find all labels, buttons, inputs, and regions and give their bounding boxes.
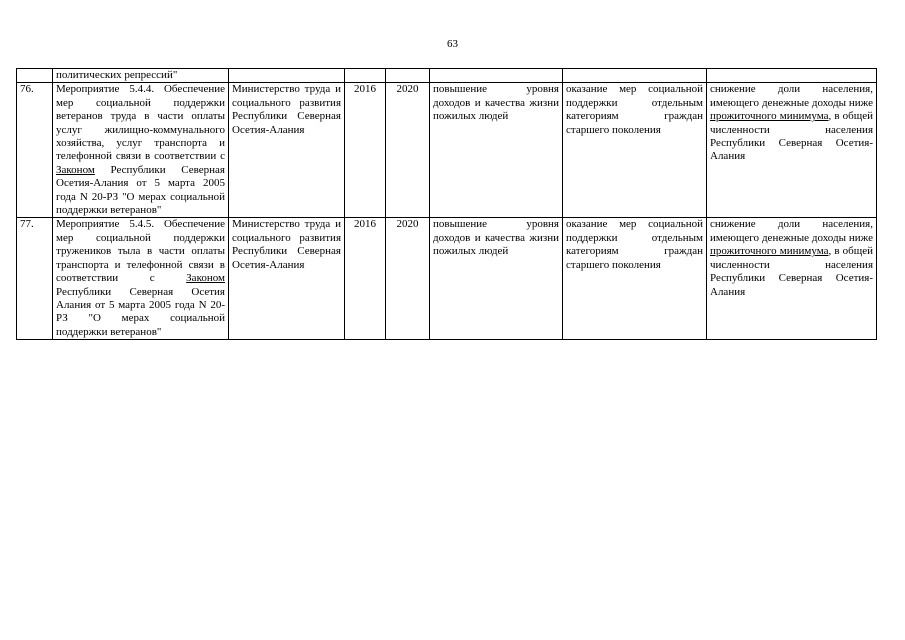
table-cell-year-end — [386, 69, 430, 83]
measures-table — [16, 68, 877, 340]
subsistence-minimum-link[interactable]: прожиточного минимума — [710, 245, 829, 258]
subsistence-minimum-link[interactable]: прожиточного минимума — [710, 110, 829, 123]
table-cell-indicator — [707, 69, 877, 83]
table-cell-year-end: 2020 — [386, 83, 430, 218]
page-number: 63 — [447, 38, 458, 50]
table-row — [17, 83, 877, 218]
table-row — [17, 218, 877, 340]
table-row-continuation — [17, 69, 877, 83]
table-cell-measure: политических репрессий" — [53, 69, 229, 83]
indicator-text-tail: , в общей численности населения Республики Северная Осетия-Алания — [710, 110, 873, 163]
measure-text-tail: Республики Северная Осетия-Алания от 5 марта 2005 года N 20-РЗ "О мерах социальной поддержки ветеранов" — [56, 163, 225, 217]
table-cell-num: 77. — [17, 218, 53, 340]
table-cell-executor — [229, 69, 345, 83]
table-cell-indicator — [707, 218, 877, 340]
table-cell-direction: оказание мер социальной поддержки отдельным категориям граждан старшего поколения — [563, 218, 707, 340]
table-cell-year-start: 2016 — [345, 218, 386, 340]
table-cell-num: 76. — [17, 83, 53, 218]
table-cell-result: повышение уровня доходов и качества жизни пожилых людей — [430, 83, 563, 218]
table-cell-indicator — [707, 83, 877, 218]
law-link[interactable]: Законом — [56, 163, 95, 176]
law-link[interactable]: Законом — [186, 272, 225, 285]
table-cell-result: повышение уровня доходов и качества жизни пожилых людей — [430, 218, 563, 340]
table-cell-year-start: 2016 — [345, 83, 386, 218]
measure-text-tail: Республики Северная Осетия Алания от 5 марта 2005 года N 20-РЗ "О мерах социальной поддержки ветеранов" — [56, 285, 225, 338]
table-cell-direction: оказание мер социальной поддержки отдельным категориям граждан старшего поколения — [563, 83, 707, 218]
table-cell-year-start — [345, 69, 386, 83]
table-cell-measure — [53, 83, 229, 218]
table-cell-measure — [53, 218, 229, 340]
indicator-text-tail: , в общей численности населения Республики Северная Осетия-Алания — [710, 245, 873, 298]
table-cell-executor: Министерство труда и социального развития Республики Северная Осетия-Алания — [229, 83, 345, 218]
measure-text: Мероприятие 5.4.5. Обеспечение мер социальной поддержки тружеников тыла в части оплаты транспорта и телефонной связи в соответствии с — [56, 218, 225, 285]
measure-text: Мероприятие 5.4.4. Обеспечение мер социальной поддержки ветеранов труда в части оплаты услуг жилищно-коммунального хозяйства, услуг транспорта и телефонной связи в соответствии с — [56, 83, 225, 163]
table-cell-result — [430, 69, 563, 83]
table-cell-executor: Министерство труда и социального развития Республики Северная Осетия-Алания — [229, 218, 345, 340]
table-cell-year-end: 2020 — [386, 218, 430, 340]
indicator-text: снижение доли населения, имеющего денежные доходы ниже — [710, 83, 873, 109]
table-cell-direction — [563, 69, 707, 83]
table-cell-num — [17, 69, 53, 83]
indicator-text: снижение доли населения, имеющего денежные доходы ниже — [710, 218, 873, 244]
